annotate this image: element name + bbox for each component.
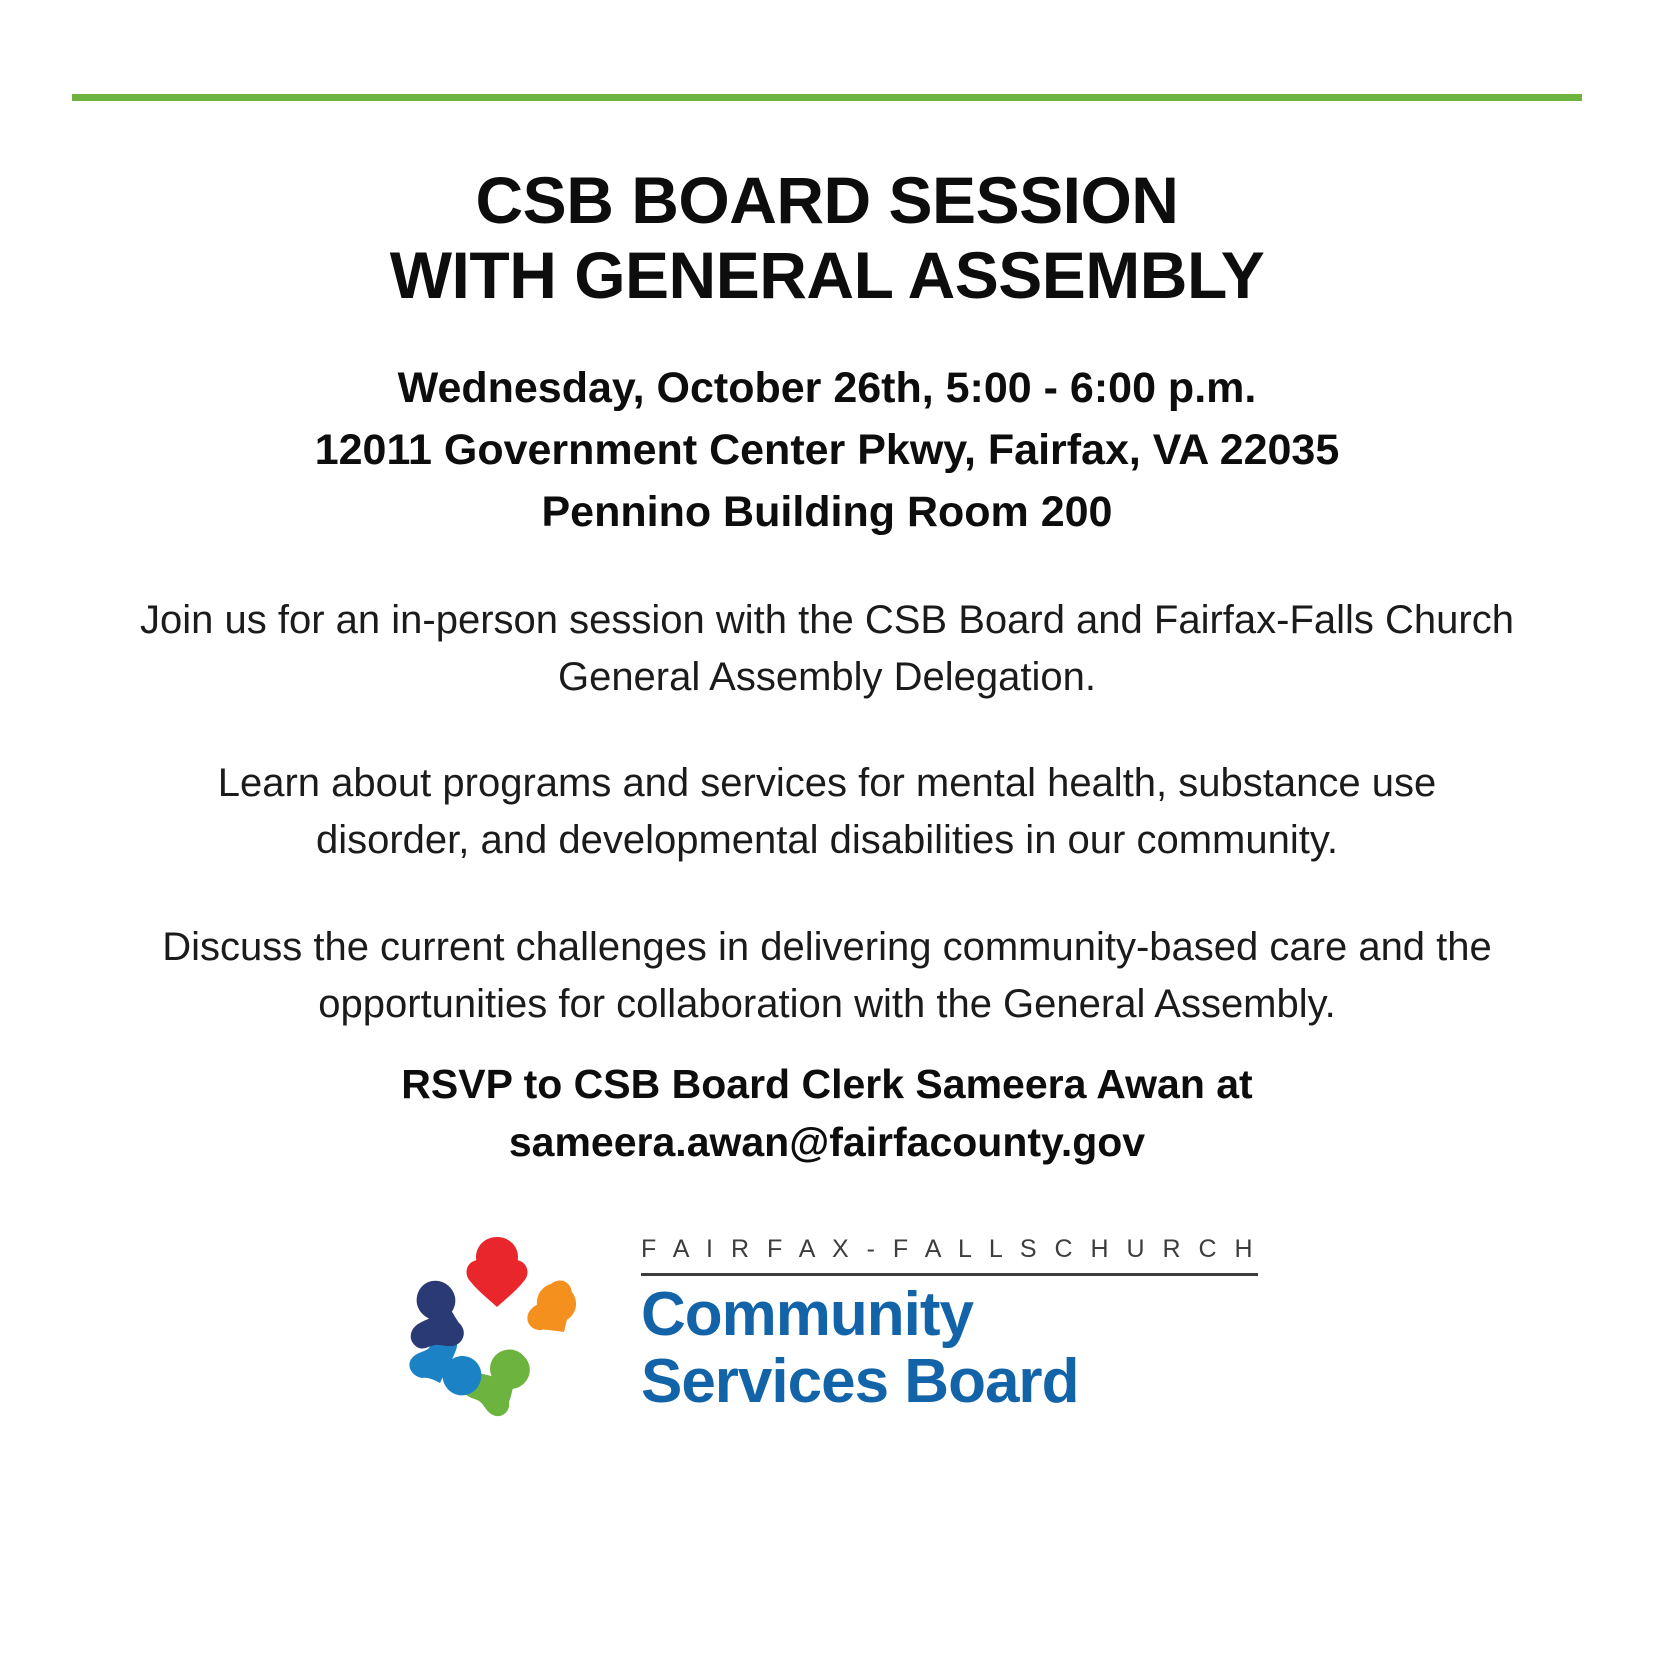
csb-pinwheel-people-logo-icon <box>396 1215 611 1430</box>
rsvp-instruction: RSVP to CSB Board Clerk Sameera Awan at <box>401 1060 1253 1107</box>
logo-name-line-2: Services Board <box>640 1347 1079 1417</box>
event-room: Pennino Building Room 200 <box>541 487 1113 536</box>
logo-kicker: F A I R F A X - F A L L S C H U R C H <box>640 1235 1259 1264</box>
body-copy <box>137 592 1517 1033</box>
logo-name <box>641 1282 1258 1416</box>
top-accent-rule <box>72 94 1582 101</box>
event-details <box>315 358 1340 544</box>
logo-name-line-1: Community <box>640 1280 973 1350</box>
body-paragraph-1: Join us for an in-person session with the CSB Board and Fairfax-Falls Church General Assembly Delegation. <box>140 597 1514 699</box>
csb-logo <box>396 1215 1258 1430</box>
rsvp-email[interactable]: sameera.awan@fairfacounty.gov <box>508 1118 1146 1165</box>
body-paragraph-2: Learn about programs and services for mental health, substance use disorder, and developmental disabilities in our community. <box>217 761 1437 863</box>
title-line-1: CSB BOARD SESSION <box>475 163 1179 237</box>
rsvp-block <box>401 1055 1252 1171</box>
page-title <box>390 163 1264 312</box>
body-paragraph-3: Discuss the current challenges in delivering community-based care and the opportunities for collaboration with the General Assembly. <box>162 925 1492 1026</box>
csb-logo-text <box>641 1229 1258 1416</box>
title-line-2: WITH GENERAL ASSEMBLY <box>389 237 1265 312</box>
logo-divider <box>641 1273 1258 1276</box>
event-datetime: Wednesday, October 26th, 5:00 - 6:00 p.m. <box>397 364 1257 413</box>
event-address: 12011 Government Center Pkwy, Fairfax, VA 22035 <box>314 426 1340 475</box>
